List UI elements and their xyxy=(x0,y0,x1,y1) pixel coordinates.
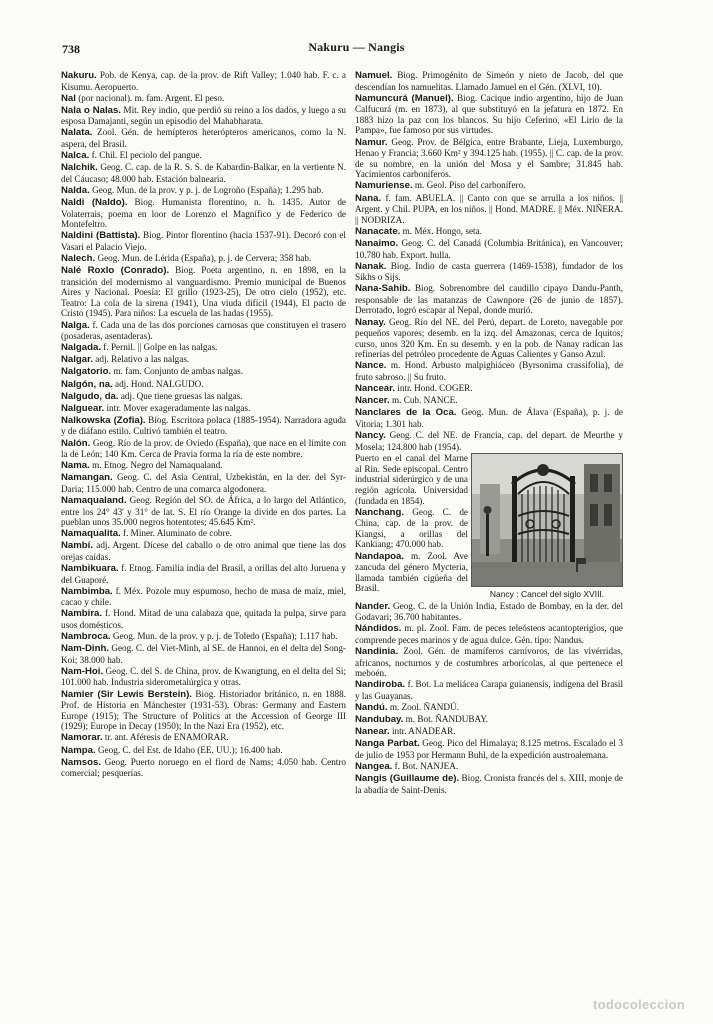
dictionary-entry xyxy=(355,702,623,714)
figure-caption: Nancy : Cancel del siglo XVIII. xyxy=(489,589,605,600)
entry-definition: Geog. Mun. de la prov. y p. j. de Logroño (España); 1.295 hab. xyxy=(89,184,324,195)
entry-headword: Nana-Sahib. xyxy=(355,283,411,295)
entry-headword: Nangea. xyxy=(355,761,393,773)
entry-headword: Nampa. xyxy=(61,744,96,756)
dictionary-entry xyxy=(355,773,623,795)
entry-definition: Geog. Puerto noruego en el fiord de Nams; 4.050 hab. Centro comercial; pesquerías. xyxy=(61,756,346,779)
dictionary-entry xyxy=(61,354,346,366)
entry-headword: Namuncurá (Manuel). xyxy=(355,92,454,104)
running-head: Nakuru — Nangis xyxy=(308,40,405,54)
entry-definition: f. Chil. El peciolo del pangue. xyxy=(89,150,202,161)
dictionary-entry xyxy=(355,738,623,760)
entry-headword: Namaqualita. xyxy=(61,528,121,540)
dictionary-entry xyxy=(355,383,623,395)
entry-headword: Nambroca. xyxy=(61,631,111,643)
entry-headword: Nambikuara. xyxy=(61,563,119,575)
entry-definition: f. Miner. Aluminato de cobre. xyxy=(120,528,232,539)
entry-headword: Nandú. xyxy=(355,702,388,714)
dictionary-entry xyxy=(61,230,346,252)
entry-definition: Pob. de Kenya, cap. de la prov. de Rift Valley; 1.040 hab. F. c. a Kisumu. Aeropuerto. xyxy=(61,70,346,92)
entry-headword: Nalkowska (Zofia). xyxy=(61,414,146,426)
entry-definition: Geog. C. del NE. de Francia, cap. del depart. de Meurthe y Mosela; 124.800 hab (1954). xyxy=(355,430,623,452)
dictionary-entry xyxy=(355,70,623,92)
dictionary-entry xyxy=(61,253,346,265)
dictionary-entry xyxy=(61,391,346,403)
dictionary-entry xyxy=(355,430,623,452)
entry-definition: Geog. Pico del Himalaya; 8.125 metros. Escalado el 3 de julio de 1953 por Hermann Buhl, de la expedición austroalemana. xyxy=(355,738,623,760)
entry-definition: Geog. C. de la Unión India, Estado de Bombay, en la der. del Godavari; 36.700 habitantes. xyxy=(355,600,623,623)
entry-definition: intr. Mover exageradamente las nalgas. xyxy=(104,402,251,413)
entry-headword: Nanay. xyxy=(355,316,386,328)
dictionary-entry xyxy=(61,162,346,184)
entry-definition: adj. Que tiene gruesas las nalgas. xyxy=(118,390,243,401)
entry-headword: Nana. xyxy=(355,192,382,204)
entry-definition: m. fam. Conjunto de ambas nalgas. xyxy=(111,366,244,377)
entry-definition: intr. Hond. COGER. xyxy=(395,383,473,394)
entry-headword: Nama. xyxy=(61,460,90,472)
entry-definition: tr. ant. Aféresis de ENAMORAR. xyxy=(102,732,229,743)
entry-headword: Namaqualand. xyxy=(61,494,127,506)
entry-headword: Nanacate. xyxy=(355,225,401,237)
entry-definition: Geog. C. del S. de China, prov. de Kwangtung, en el delta del Si; 101.000 hab. Industria siderometalúrgica y otras. xyxy=(61,665,346,688)
entry-definition: Zool. Gén. de hemípteros heterópteros americanos, como la N. aspera, del Brasil. xyxy=(61,127,346,150)
nancy-gate-figure xyxy=(471,453,623,600)
entry-definition: m. Bot. ÑANDUBAY. xyxy=(403,714,489,725)
entry-definition: m. Geol. Piso del carbonífero. xyxy=(412,180,526,191)
dictionary-entry xyxy=(61,460,346,472)
entry-headword: Nandinia. xyxy=(355,646,399,658)
entry-headword: Namier (Sir Lewis Berstein). xyxy=(61,688,192,700)
dictionary-entry xyxy=(355,360,623,382)
entry-definition: Biog. Poeta argentino, n. en 1898, en la transición del modernismo al vanguardismo. Premio municipal de Buenos Aires y Nacional. Poesía: El grillo (1923-25), De otro cielo (1952), etc. Teatro: La cola de la sirena (1941), Una viuda difícil (1944), El pacto de Cristo (1945). Para niños: La escuela de las hadas (1955). xyxy=(61,265,346,319)
entry-definition: m. Zool. Ave zancuda del género Mycteria, llamada también cigüeña del Brasil. xyxy=(355,550,468,594)
figure-side-text xyxy=(355,453,471,600)
dictionary-entry xyxy=(355,601,623,623)
dictionary-entry xyxy=(61,93,346,105)
dictionary-entry xyxy=(355,507,468,550)
dictionary-entry xyxy=(355,714,623,726)
dictionary-entry xyxy=(61,528,346,540)
entry-headword: Nander. xyxy=(355,600,391,612)
nancy-gate-photo xyxy=(471,453,623,587)
entry-definition: Geog. C. del Asia Central, Uzbekistán, en la der. del Syr-Daria; 115.000 hab. Centro de una comarca algodonera. xyxy=(61,472,346,494)
entry-definition: Geog. Mun. de Lérida (España), p. j. de Cervera; 358 hab. xyxy=(95,253,312,263)
entry-definition: adj. Relativo a las nalgas. xyxy=(93,354,190,365)
entry-headword: Nandubay. xyxy=(355,714,404,726)
dictionary-entry xyxy=(61,608,346,630)
entry-definition: Geog. C. del Canadá (Columbia Británica), en Vancouver; 10.780 hab. Export. hulla. xyxy=(355,237,623,260)
entry-headword: Nalgar. xyxy=(61,354,93,366)
entry-headword: Namur. xyxy=(355,136,388,148)
dictionary-entry xyxy=(61,563,346,585)
entry-headword: Nangis (Guillaume de). xyxy=(355,773,460,785)
entry-definition: Biog. Pintor florentino (hacia 1537-91). Decoró con el Vasari el Palacio Viejo. xyxy=(61,230,346,252)
entry-headword: Nalgada. xyxy=(61,342,101,354)
dictionary-entry xyxy=(61,403,346,415)
entry-headword: Nalguear. xyxy=(61,402,105,414)
entry-headword: Nanga Parbat. xyxy=(355,738,420,750)
entry-definition: (por nacional). m. fam. Argent. El peso. xyxy=(75,92,225,103)
entry-definition: Zool. Gén. de mamíferos carnívoros, de las vivérridas, africanos, nocturnos y de costumbres arborícolas, al que pertenece el meboén. xyxy=(355,646,623,679)
dictionary-entry xyxy=(355,646,623,679)
dictionary-entry xyxy=(61,540,346,562)
dictionary-entry xyxy=(61,342,346,354)
entry-headword: Nalchik. xyxy=(61,162,98,174)
entry-headword: Nancear. xyxy=(355,383,396,395)
dictionary-entry xyxy=(355,238,623,260)
dictionary-entry xyxy=(61,150,346,162)
entry-headword: Nanear. xyxy=(355,726,390,738)
entry-definition: Geog. Mun. de la prov. y p. j. de Toledo (España); 1.117 hab. xyxy=(110,631,338,642)
entry-definition: f. Bot. La meliácea Carapa guianensis, indígena del Brasil y las Guayanas. xyxy=(355,679,623,702)
dictionary-entry xyxy=(61,197,346,230)
dictionary-entry xyxy=(355,283,623,316)
entry-headword: Nandapoa. xyxy=(355,550,405,562)
wrought-iron-gate-illustration xyxy=(472,454,622,586)
entry-headword: Naldi (Naldo). xyxy=(61,197,128,209)
left-column xyxy=(61,70,346,779)
entry-definition: Puerto en el canal del Marne al Rin. Sede episcopal. Centro industrial siderúrgico y de una región agrícola. Universidad (fundada en 1854). xyxy=(355,453,468,506)
dictionary-entry xyxy=(61,689,346,732)
entry-headword: Namsos. xyxy=(61,756,101,768)
dictionary-entry xyxy=(61,666,346,688)
entry-headword: Nanchang. xyxy=(355,506,405,518)
entry-headword: Nandiroba. xyxy=(355,679,406,691)
entry-definition: Geog. C. cap. de la R. S. S. de Kabardin-Balkar, en la vertiente N. del Cáucaso; 48.000 hab. Estación balnearia. xyxy=(61,162,346,184)
dictionary-entry xyxy=(61,438,346,460)
entry-definition: Geog. C. del Est. de Idaho (EE. UU.); 16.400 hab. xyxy=(95,744,283,755)
entry-definition: Biog. Humanista florentino, n. h. 1435. Autor de Volaterrais, poema en loor de Lorenzo el Magnífico y de Federico de Montefeltro. xyxy=(61,197,346,230)
dictionary-entry xyxy=(355,407,623,429)
entry-definition: Geog. Prov. de Bélgica, entre Brabante, Lieja, Luxemburgo, Henao y Francia; 3.660 Km² y 394.125 hab. (1955). || C. cap. de la prov. de su nombre, en la unión del Mosa y el Sambre; 31.845 hab. Yacimientos carboníferos. xyxy=(355,136,623,180)
entry-headword: Nance. xyxy=(355,360,387,372)
dictionary-entry xyxy=(61,472,346,494)
dictionary-entry xyxy=(61,757,346,779)
dictionary-entry xyxy=(61,265,346,319)
entry-headword: Nalgatorio. xyxy=(61,366,112,378)
entry-headword: Nam-Dinh. xyxy=(61,643,109,655)
entry-definition: Biog. Sobrenombre del caudillo cipayo Dandu-Panth, responsable de las matanzas de Cawnpore (26 de junio de 1857). Derrotado, logró escapar al Nepal, donde murió. xyxy=(355,283,623,316)
entry-definition: Geog. C. de China, cap. de la prov. de Kiangsi, a orillas del Kankiang; 470.000 hab. xyxy=(355,506,468,550)
entry-definition: Biog. Cacique indio argentino, hijo de Juan Calfucurá (m. en 1873), al que substituyó en la jefatura en 1872. En 1883 hizo la paz con los blancos. Su hijo Ceferino, «El Lirio de la Pampa», fue famoso por sus virtudes. xyxy=(355,92,623,136)
watermark-logo: todocoleccion xyxy=(592,997,685,1012)
entry-headword: Nakuru. xyxy=(61,70,97,81)
dictionary-entry xyxy=(61,415,346,437)
dictionary-entry xyxy=(61,70,346,92)
dictionary-entry xyxy=(355,726,623,738)
dictionary-entry xyxy=(61,745,346,757)
entry-definition: m. Méx. Hongo, seta. xyxy=(400,225,482,236)
dictionary-entry xyxy=(61,586,346,608)
entry-headword: Nala o Nalas. xyxy=(61,104,121,116)
entry-definition: adj. Hond. NALGUDO. xyxy=(112,378,204,389)
entry-headword: Nambí. xyxy=(61,540,93,552)
entry-headword: Nambira. xyxy=(61,608,103,620)
entry-headword: Nam-Hoi. xyxy=(61,665,104,677)
dictionary-entry xyxy=(355,317,623,360)
entry-headword: Nalech. xyxy=(61,253,96,264)
entry-definition: m. Etnog. Negro del Namaqualand. xyxy=(89,460,223,471)
entry-headword: Nanaimo. xyxy=(355,237,399,249)
dictionary-entry xyxy=(355,137,623,180)
dictionary-entry xyxy=(355,551,468,594)
entry-headword: Nalé Roxlo (Conrado). xyxy=(61,265,170,277)
page-number: 738 xyxy=(62,42,80,56)
dictionary-entry xyxy=(355,226,623,238)
entry-definition: f. Cada una de las dos porciones carnosas que constituyen el trasero (posaderas, asentaderas). xyxy=(61,319,346,342)
entry-headword: Nalgón, na. xyxy=(61,378,113,390)
right-column-bottom xyxy=(355,601,623,796)
entry-headword: Naldini (Battista). xyxy=(61,230,141,242)
dictionary-entry xyxy=(355,93,623,136)
entry-definition: m. Hond. Arbusto malpighiáceo (Byrsonima crassifolia), de fruto sabroso. || Su fruto. xyxy=(355,360,623,383)
entry-definition: f. fam. ABUELA. || Canto con que se arrulla a los niños. || Argent. y Chil. PUPA, en los niños. || Hond. MADRE. || Méx. NIÑERA. || NODRIZA. xyxy=(355,192,623,225)
entry-definition: m. Cub. NANCE. xyxy=(389,395,458,406)
entry-headword: Nalgudo, da. xyxy=(61,390,119,402)
dictionary-entry xyxy=(355,193,623,226)
dictionary-entry xyxy=(355,261,623,283)
entry-definition: intr. ANADEAR. xyxy=(389,726,456,737)
entry-headword: Nal xyxy=(61,92,76,104)
dictionary-entry xyxy=(355,180,623,192)
entry-headword: Nalata. xyxy=(61,127,93,139)
dictionary-entry xyxy=(61,127,346,149)
dictionary-entry xyxy=(355,453,468,506)
entry-definition: f. Etnog. Familia india del Brasil, a orillas del alto Juruena y del Guaporé. xyxy=(61,563,346,585)
dictionary-entry xyxy=(355,761,623,773)
figure-row xyxy=(355,453,623,600)
right-column xyxy=(355,70,623,796)
dictionary-entry xyxy=(61,105,346,127)
entry-headword: Nalda. xyxy=(61,184,90,196)
dictionary-entry xyxy=(355,679,623,701)
entry-headword: Nancer. xyxy=(355,395,390,407)
entry-headword: Nambimba. xyxy=(61,585,113,597)
entry-headword: Nalca. xyxy=(61,150,90,162)
dictionary-entry xyxy=(61,631,346,643)
entry-definition: f. Pernil. || Golpe en las nalgas. xyxy=(101,342,218,353)
entry-headword: Nalón. xyxy=(61,437,91,449)
entry-definition: Biog. Indio de casta guerrera (1469-1538), fundador de los Sikhs o Sijs. xyxy=(355,260,623,283)
dictionary-entry xyxy=(61,379,346,391)
entry-definition: Geog. Mun. de Álava (España), p. j. de Vitoria; 1.301 hab. xyxy=(355,407,623,429)
entry-definition: Biog. Escritora polaca (1885-1954). Narradora aguda y de diáfano estilo. Cultivó también el teatro. xyxy=(61,414,346,437)
entry-headword: Namorar. xyxy=(61,732,103,744)
entry-definition: Geog. Región del SO. de África, a lo largo del Atlántico, entre los 24° 43' y 31° de lat. S. El río Orange la divide en dos partes. La pueblan unos 35.000 negros hotentotes; 45.645 Km². xyxy=(61,494,346,528)
dictionary-entry xyxy=(61,732,346,744)
dictionary-entry xyxy=(355,395,623,407)
entry-definition: Biog. Historiador británico, n. en 1888. Prof. de Historia en Mánchester (1931-53). Obras: Germany and Eastern Europe (1915); The Structure of Politics at the Accession of George III (1929); Europe in Decay (1950); In the Nazi Era (1952), etc. xyxy=(61,688,346,732)
entry-definition: m. pl. Zool. Fam. de peces teleósteos acantopterigios, que comprende peces marinos y de agua dulce. Gén. tipo: Nandus. xyxy=(355,623,623,646)
dictionary-entry xyxy=(61,495,346,528)
entry-headword: Nanclares de la Oca. xyxy=(355,407,457,419)
entry-definition: Geog. C. del Viet-Minh, al SE. de Hannoi, en el delta del Song-Koi; 38.000 hab. xyxy=(61,643,346,665)
entry-definition: Geog. Río del NE. del Perú, depart. de Loreto, navegable por pequeños vapores; desemb. en la izq. del Amazonas, cerca de Iquitos; curso, unos 320 Km. En su desemb. y en la pob. de Nanay radican las refinerías del petróleo procedente de Aguas Calientes y Ganso Azul. xyxy=(355,316,623,360)
entry-definition: adj. Argent. Dícese del caballo o de otro animal que tiene las dos orejas caídas. xyxy=(61,540,346,562)
entry-definition: f. Méx. Pozole muy espumoso, hecho de masa de maíz, miel, cacao y chile. xyxy=(61,585,346,608)
entry-definition: Biog. Primogénito de Simeón y nieto de Jacob, del que descendían los namuelitas. Llamado Jamuel en el Gén. (XLVI, 10). xyxy=(355,70,623,92)
entry-definition: m. Zool. ÑANDÚ. xyxy=(387,702,459,713)
entry-headword: Nanak. xyxy=(355,260,387,272)
right-column-top xyxy=(355,70,623,452)
dictionary-entry xyxy=(61,366,346,378)
entry-definition: Geog. Río de la prov. de Oviedo (España), que nace en el límite con la de León; 140 Km. Cerca de Pravia forma la ría de este nombre. xyxy=(61,437,346,460)
entry-headword: Nándidos. xyxy=(355,623,402,635)
entry-definition: f. Bot. NANJEA. xyxy=(392,761,459,772)
entry-headword: Namangan. xyxy=(61,472,113,484)
entry-headword: Nalga. xyxy=(61,319,90,331)
dictionary-entry xyxy=(61,320,346,342)
dictionary-entry xyxy=(61,643,346,665)
entry-definition: Mit. Rey indio, que perdió su reino a los dados, y luego a su esposa Damajanti, según un episodio del Mahabharata. xyxy=(61,104,346,127)
dictionary-entry xyxy=(61,185,346,197)
entry-headword: Namuel. xyxy=(355,70,393,81)
entry-definition: Biog. Cronista francés del s. XIII, monje de la abadía de Saint-Denis. xyxy=(355,773,623,795)
dictionary-entry xyxy=(355,623,623,645)
entry-headword: Namuriense. xyxy=(355,180,413,192)
entry-definition: f. Hond. Mitad de una calabaza que, quitada la pulpa, sirve para usos domésticos. xyxy=(61,608,346,630)
entry-headword: Nancy. xyxy=(355,430,386,441)
